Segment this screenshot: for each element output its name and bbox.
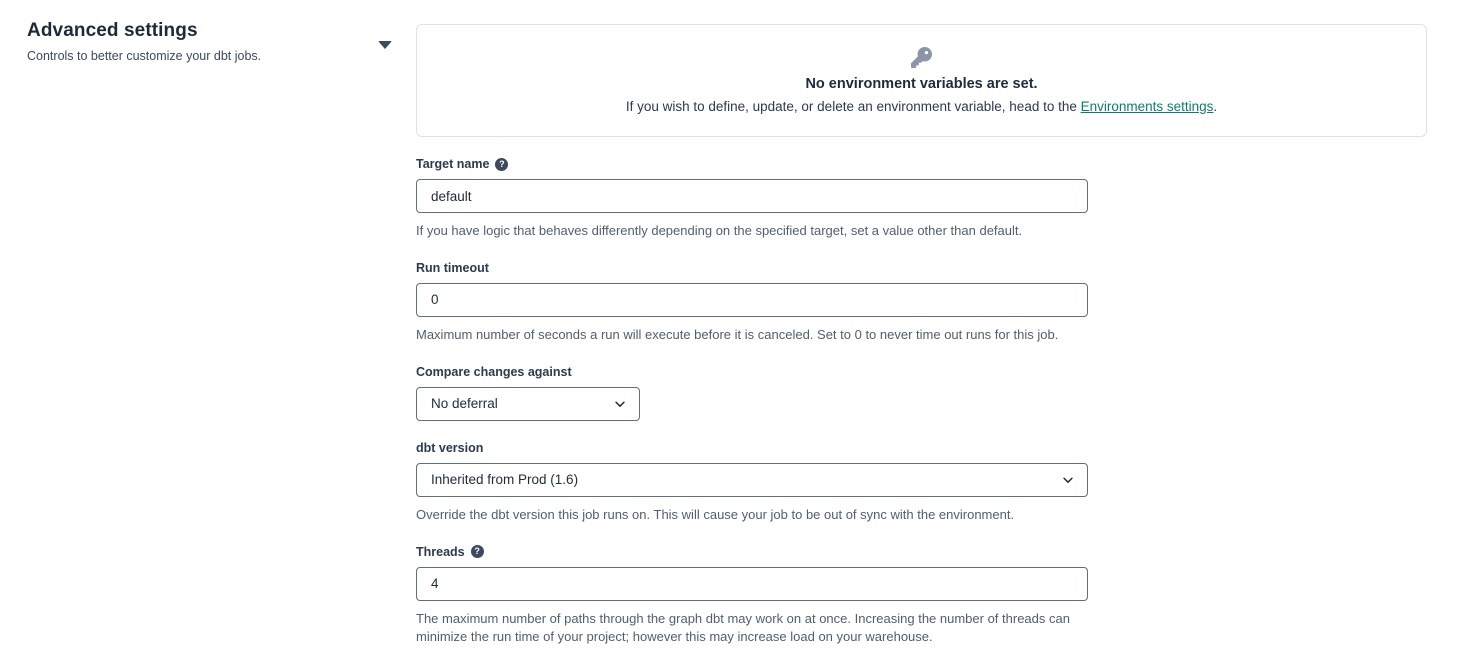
env-vars-empty-card <box>416 24 1427 137</box>
field-group-threads <box>416 545 1088 648</box>
advanced-settings-form <box>416 157 1088 647</box>
env-vars-message-prefix: If you wish to define, update, or delete an environment variable, head to the <box>625 99 1081 114</box>
field-group-run-timeout <box>416 261 1088 345</box>
threads-input[interactable] <box>416 567 1088 601</box>
target-name-label: Target name <box>416 157 490 171</box>
field-group-target-name <box>416 157 1088 241</box>
target-name-help-icon[interactable]: ? <box>495 158 508 171</box>
dbt-version-label-row <box>416 441 1088 455</box>
run-timeout-label: Run timeout <box>416 260 489 275</box>
compare-changes-label-row <box>416 365 1088 379</box>
field-group-dbt-version <box>416 441 1088 525</box>
env-vars-empty-message <box>626 99 1217 114</box>
dbt-version-helper-text: Override the dbt version this job runs on. This will cause your job to be out of sync with the environment. <box>416 506 1015 522</box>
environments-settings-link[interactable]: Environments settings <box>1080 99 1214 114</box>
threads-label-row <box>416 545 1088 559</box>
dbt-version-selected-value: Inherited from Prod (1.6) <box>431 472 579 488</box>
chevron-down-icon <box>1061 473 1075 487</box>
threads-helper-text: The maximum number of paths through the graph dbt may work on at once. Increasing the number of threads can minimize the run time of your project; however this may increase load on your warehouse. <box>416 610 1070 645</box>
target-name-helper-text: If you have logic that behaves differently depending on the specified target, set a value other than default. <box>416 223 1023 238</box>
page-subtitle: Controls to better customize your dbt jobs. <box>27 49 262 63</box>
target-name-label-row <box>416 157 1088 171</box>
compare-changes-select[interactable] <box>416 387 640 421</box>
env-vars-message-suffix: . <box>1213 99 1218 114</box>
dbt-version-select[interactable] <box>416 463 1088 497</box>
run-timeout-helper-text: Maximum number of seconds a run will execute before it is canceled. Set to 0 to never time out runs for this job. <box>416 326 1059 342</box>
collapse-section-caret-icon[interactable] <box>378 41 392 49</box>
target-name-input[interactable] <box>416 179 1088 213</box>
advanced-settings-panel <box>416 24 1427 667</box>
compare-changes-label: Compare changes against <box>416 364 572 379</box>
env-vars-empty-title: No environment variables are set. <box>805 76 1038 92</box>
chevron-down-icon <box>613 397 627 411</box>
run-timeout-label-row <box>416 261 1088 275</box>
page-title: Advanced settings <box>27 20 198 41</box>
threads-help-icon[interactable]: ? <box>471 545 484 558</box>
run-timeout-input[interactable] <box>416 283 1088 317</box>
threads-label: Threads <box>416 544 465 559</box>
dbt-version-label: dbt version <box>416 440 484 455</box>
field-group-compare-changes <box>416 365 1088 421</box>
section-header <box>27 20 367 63</box>
compare-changes-selected-value: No deferral <box>431 396 498 412</box>
key-icon <box>911 45 932 69</box>
